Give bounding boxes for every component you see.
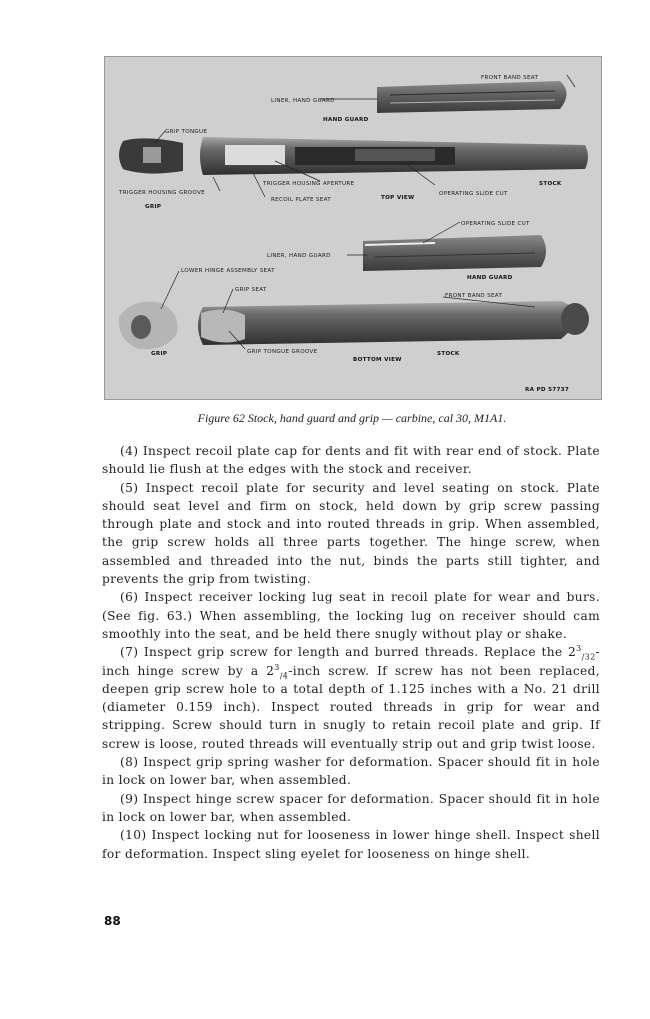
callout-operating-slide-cut-mid: OPERATING SLIDE CUT <box>461 221 530 227</box>
grip-top-view <box>119 138 183 173</box>
ra-figure-number: RA PD 57737 <box>525 387 570 393</box>
paragraph-7 <box>102 643 600 753</box>
callout-stock-bottom: STOCK <box>437 351 460 357</box>
fraction-1-denominator: /32 <box>581 652 596 662</box>
stock-top-view <box>200 137 588 175</box>
fraction-1-numerator: 3 <box>576 644 582 654</box>
paragraph-9: (9) Inspect hinge screw spacer for deformation. Spacer should fit in hole in lock on lower bar, when assembled. <box>102 791 600 824</box>
fraction-2-whole: 2 <box>266 663 275 678</box>
callout-trigger-housing-groove: TRIGGER HOUSING GROOVE <box>119 190 205 196</box>
body-text <box>102 442 600 863</box>
callout-liner-hand-guard-top: LINER, HAND GUARD <box>271 98 335 104</box>
p7-part-c: -inch screw. If screw has not been replaced, deepen grip screw hole to a total depth of 1.125 inches with a No. 21 drill (diameter 0.159 inch). Inspect routed threads in grip for wear and stripping. Screw should turn in snugly to retain recoil plate and grip. If screw is loose, routed threads will eventually strip out and grip twist loose. <box>102 663 600 751</box>
fraction-2-numerator: 3 <box>274 662 280 672</box>
paragraph-5: (5) Inspect recoil plate for security and level seating on stock. Plate should seat level and firm on stock, held down by grip screw passing through plate and stock and into routed threads in grip. When assembled, the grip screw holds all three parts together. The hinge screw, when assembled and threaded into the nut, binds the parts still tighter, and prevents the grip from twisting. <box>102 480 600 587</box>
callout-trigger-housing-aperture: TRIGGER HOUSING APERTURE <box>263 181 355 187</box>
callout-liner-hand-guard-mid: LINER, HAND GUARD <box>267 253 331 259</box>
paragraph-8: (8) Inspect grip spring washer for deformation. Spacer should fit in hole in lock on lower bar, when assembled. <box>102 755 600 788</box>
callout-operating-slide-cut-top: OPERATING SLIDE CUT <box>439 191 508 197</box>
label-top-view: TOP VIEW <box>381 195 415 201</box>
fraction-1-whole: 2 <box>568 645 577 660</box>
callout-stock-top: STOCK <box>539 181 562 187</box>
stock-bottom-view <box>198 301 589 345</box>
callout-front-band-seat-mid: FRONT BAND SEAT <box>445 293 503 299</box>
hand-guard-top <box>377 81 567 113</box>
paragraph-10: (10) Inspect locking nut for looseness in lower hinge shell. Inspect shell for deformation. Inspect sling eyelet for looseness on hinge shell. <box>102 828 600 861</box>
callout-hand-guard-mid: HAND GUARD <box>467 275 513 281</box>
paragraph-4: (4) Inspect recoil plate cap for dents and fit with rear end of stock. Plate should lie flush at the edges with the stock and receiver. <box>102 444 600 477</box>
callout-hand-guard-top: HAND GUARD <box>323 117 369 123</box>
callout-lower-hinge-assembly-seat: LOWER HINGE ASSEMBLY SEAT <box>181 268 275 274</box>
stock-figure-photo <box>104 56 602 400</box>
page-number: 88 <box>104 914 121 928</box>
callout-grip-seat: GRIP SEAT <box>235 287 267 293</box>
callout-grip-tongue-groove: GRIP TONGUE GROOVE <box>247 349 318 355</box>
paragraph-6: (6) Inspect receiver locking lug seat in recoil plate for wear and burs. (See fig. 63.) When assembling, the locking lug on receiver should cam smoothly into the seat, and be held there snugly without play or shake. <box>102 590 600 641</box>
callout-recoil-plate-seat: RECOIL PLATE SEAT <box>271 197 332 203</box>
callout-front-band-seat-top: FRONT BAND SEAT <box>481 75 539 81</box>
label-bottom-view: BOTTOM VIEW <box>353 357 402 363</box>
figure-caption: Figure 62 Stock, hand guard and grip — carbine, cal 30, M1A1. <box>197 411 507 425</box>
callout-grip-tongue: GRIP TONGUE <box>165 129 208 135</box>
p7-part-b: -inch hinge screw by a <box>102 645 600 678</box>
p7-part-a: (7) Inspect grip screw for length and burred threads. Replace the <box>120 645 569 660</box>
callout-grip-top: GRIP <box>145 204 162 210</box>
hand-guard-mid <box>363 235 546 271</box>
stock-figure-illustration <box>105 57 601 399</box>
fraction-2-denominator: /4 <box>279 671 289 680</box>
grip-bottom-view <box>119 302 178 350</box>
callout-grip-bottom: GRIP <box>151 351 168 357</box>
